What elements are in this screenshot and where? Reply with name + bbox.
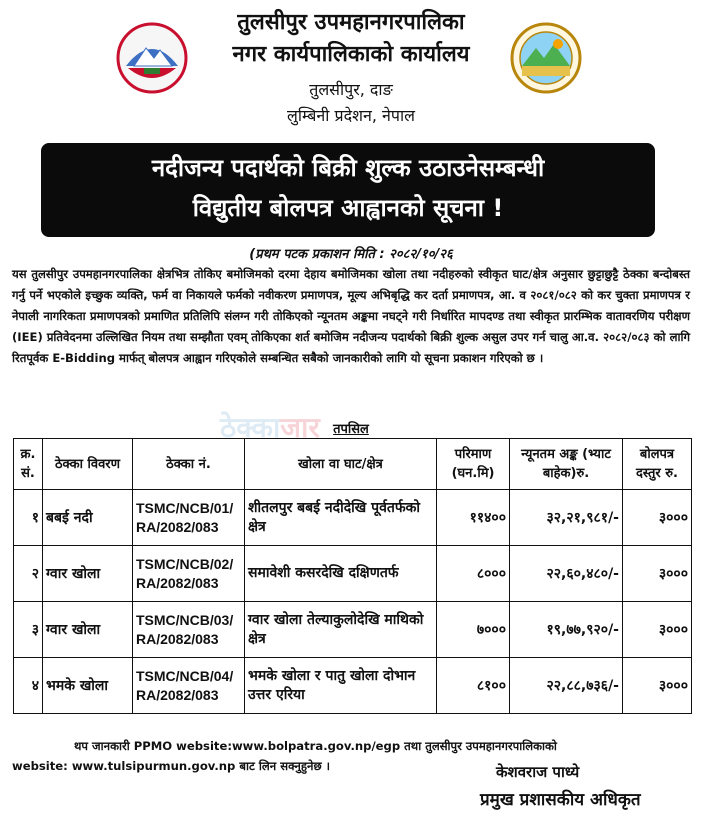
cell-code: TSMC/NCB/01/ RA/2082/083 [133, 490, 245, 546]
cell-code: TSMC/NCB/02/ RA/2082/083 [133, 546, 245, 602]
cell-fee: ३००० [623, 546, 692, 602]
letterhead [0, 0, 702, 140]
table-row [14, 602, 692, 658]
table-row [14, 658, 692, 714]
header-quantity: परिमाण (घन.मि) [437, 439, 510, 490]
province: लुम्बिनी प्रदेशन, नेपाल [287, 106, 415, 125]
contract-table [13, 438, 692, 714]
cell-sn: २ [14, 546, 43, 602]
watermark-part-1: ठेक्का [220, 411, 281, 444]
cell-desc: ग्वार खोला [43, 546, 133, 602]
cell-location: समावेशी कसरदेखि दक्षिणतर्फ [245, 546, 437, 602]
location: तुलसीपुर, दाङ [309, 80, 393, 99]
municipality-logo-icon [510, 22, 582, 94]
title-line-1: नदीजन्य पदार्थको बिक्री शुल्क उठाउनेसम्बन्धी [151, 154, 545, 182]
cell-desc: भमके खोला [43, 658, 133, 714]
signatory-name: केशवराज पाध्ये [496, 763, 580, 781]
table-row [14, 546, 692, 602]
table-header-row [14, 439, 692, 490]
cell-quantity: ११४०० [437, 490, 510, 546]
cell-location: भमके खोला र पातु खोला दोभान उत्तर एरिया [245, 658, 437, 714]
cell-quantity: ८००० [437, 546, 510, 602]
title-line-2: विद्युतीय बोलपत्र आह्वानको सूचना ! [192, 194, 504, 222]
cell-sn: ४ [14, 658, 43, 714]
cell-code: TSMC/NCB/04/ RA/2082/083 [133, 658, 245, 714]
cell-min-amount: २२,८८,७३६/- [510, 658, 623, 714]
header-min-amount: न्यूनतम अङ्क (भ्याट बाहेक)रु. [510, 439, 623, 490]
cell-quantity: ८१०० [437, 658, 510, 714]
table-row [14, 490, 692, 546]
cell-code: TSMC/NCB/03/ RA/2082/083 [133, 602, 245, 658]
org-name: तुलसीपुर उपमहानगरपालिका [237, 10, 465, 35]
footer-line-1: थप जानकारी PPMO website:www.bolpatra.gov.np/egp तथा तुलसीपुर उपमहानगरपालिकाको [74, 739, 557, 753]
cell-location: ग्वार खोला तेल्याकुलोदेखि माथिको क्षेत्र [245, 602, 437, 658]
watermark-part-2: जार [280, 411, 320, 444]
cell-desc: बबई नदी [43, 490, 133, 546]
header-sn: क्र. सं. [14, 439, 43, 490]
cell-min-amount: २२,६०,४८०/- [510, 546, 623, 602]
cell-fee: ३००० [623, 658, 692, 714]
notice-body: यस तुलसीपुर उपमहानगरपालिका क्षेत्रभित्र तोकिए बमोजिमको दरमा देहाय बमोजिमका खोला तथा नदीहरुको स्वीकृत घाट/क्षेत्र अनुसार छुट्टाछुट्टै ठेक्का बन्दोबस्त गर्नु पर्ने भएकोले इच्छुक व्यक्ति, फर्म वा निकायले फर्मको नवीकरण प्रमाणपत्र, मूल्य अभिबृद्धि कर दर्ता प्रमाणपत्र, आ. व २०८१/०८२ को कर चुक्ता प्रमाणपत्र र नेपाली नागरिकता प्रमाणपत्रको प्रमाणित प्रतिलिपि संलग्न गरी तोकिएको न्यूनतम अङ्कमा नघट्ने गरी निर्धारित मापदण्ड तथा स्वीकृत प्रारम्भिक वातावरणिय परीक्षण (IEE) प्रतिवेदनमा उल्लिखित नियम तथा सम्झौता एवम् तोकिएका शर्त बमोजिम नदीजन्य पदार्थको बिक्री शुल्क असुल उपर गर्न चालु आ.व. २०८२/०८३ को लागि रितपूर्वक E-Bidding मार्फत् बोलपत्र आह्वान गरिएकोले सम्बन्धित सबैको जानकारीको लागि यो सूचना प्रकाशन गरिएको छ । [12, 267, 690, 365]
cell-location: शीतलपुर बबई नदीदेखि पूर्वतर्फको क्षेत्र [245, 490, 437, 546]
cell-min-amount: १९,७७,९२०/- [510, 602, 623, 658]
signatory-title: प्रमुख प्रशासकीय अधिकृत [480, 790, 641, 810]
schedule-heading: तपसिल [333, 422, 369, 437]
office-name: नगर कार्यपालिकाको कार्यालय [232, 42, 470, 67]
footer-info [12, 736, 692, 776]
cell-quantity: ७००० [437, 602, 510, 658]
header-desc: ठेक्का विवरण [43, 439, 133, 490]
cell-desc: ग्वार खोला [43, 602, 133, 658]
cell-min-amount: ३२,२१,९८१/- [510, 490, 623, 546]
publication-date: (प्रथम पटक प्रकाशन मिति : २०८२/१०/२६ [249, 247, 453, 262]
header-fee: बोलपत्र दस्तुर रु. [623, 439, 692, 490]
header-code: ठेक्का नं. [133, 439, 245, 490]
header-location: खोला वा घाट/क्षेत्र [245, 439, 437, 490]
notice-title-banner [41, 143, 655, 237]
cell-fee: ३००० [623, 490, 692, 546]
cell-fee: ३००० [623, 602, 692, 658]
footer-line-2: website: www.tulsipurmun.gov.np बाट लिन सक्नुहुनेछ । [12, 759, 331, 773]
cell-sn: १ [14, 490, 43, 546]
cell-sn: ३ [14, 602, 43, 658]
